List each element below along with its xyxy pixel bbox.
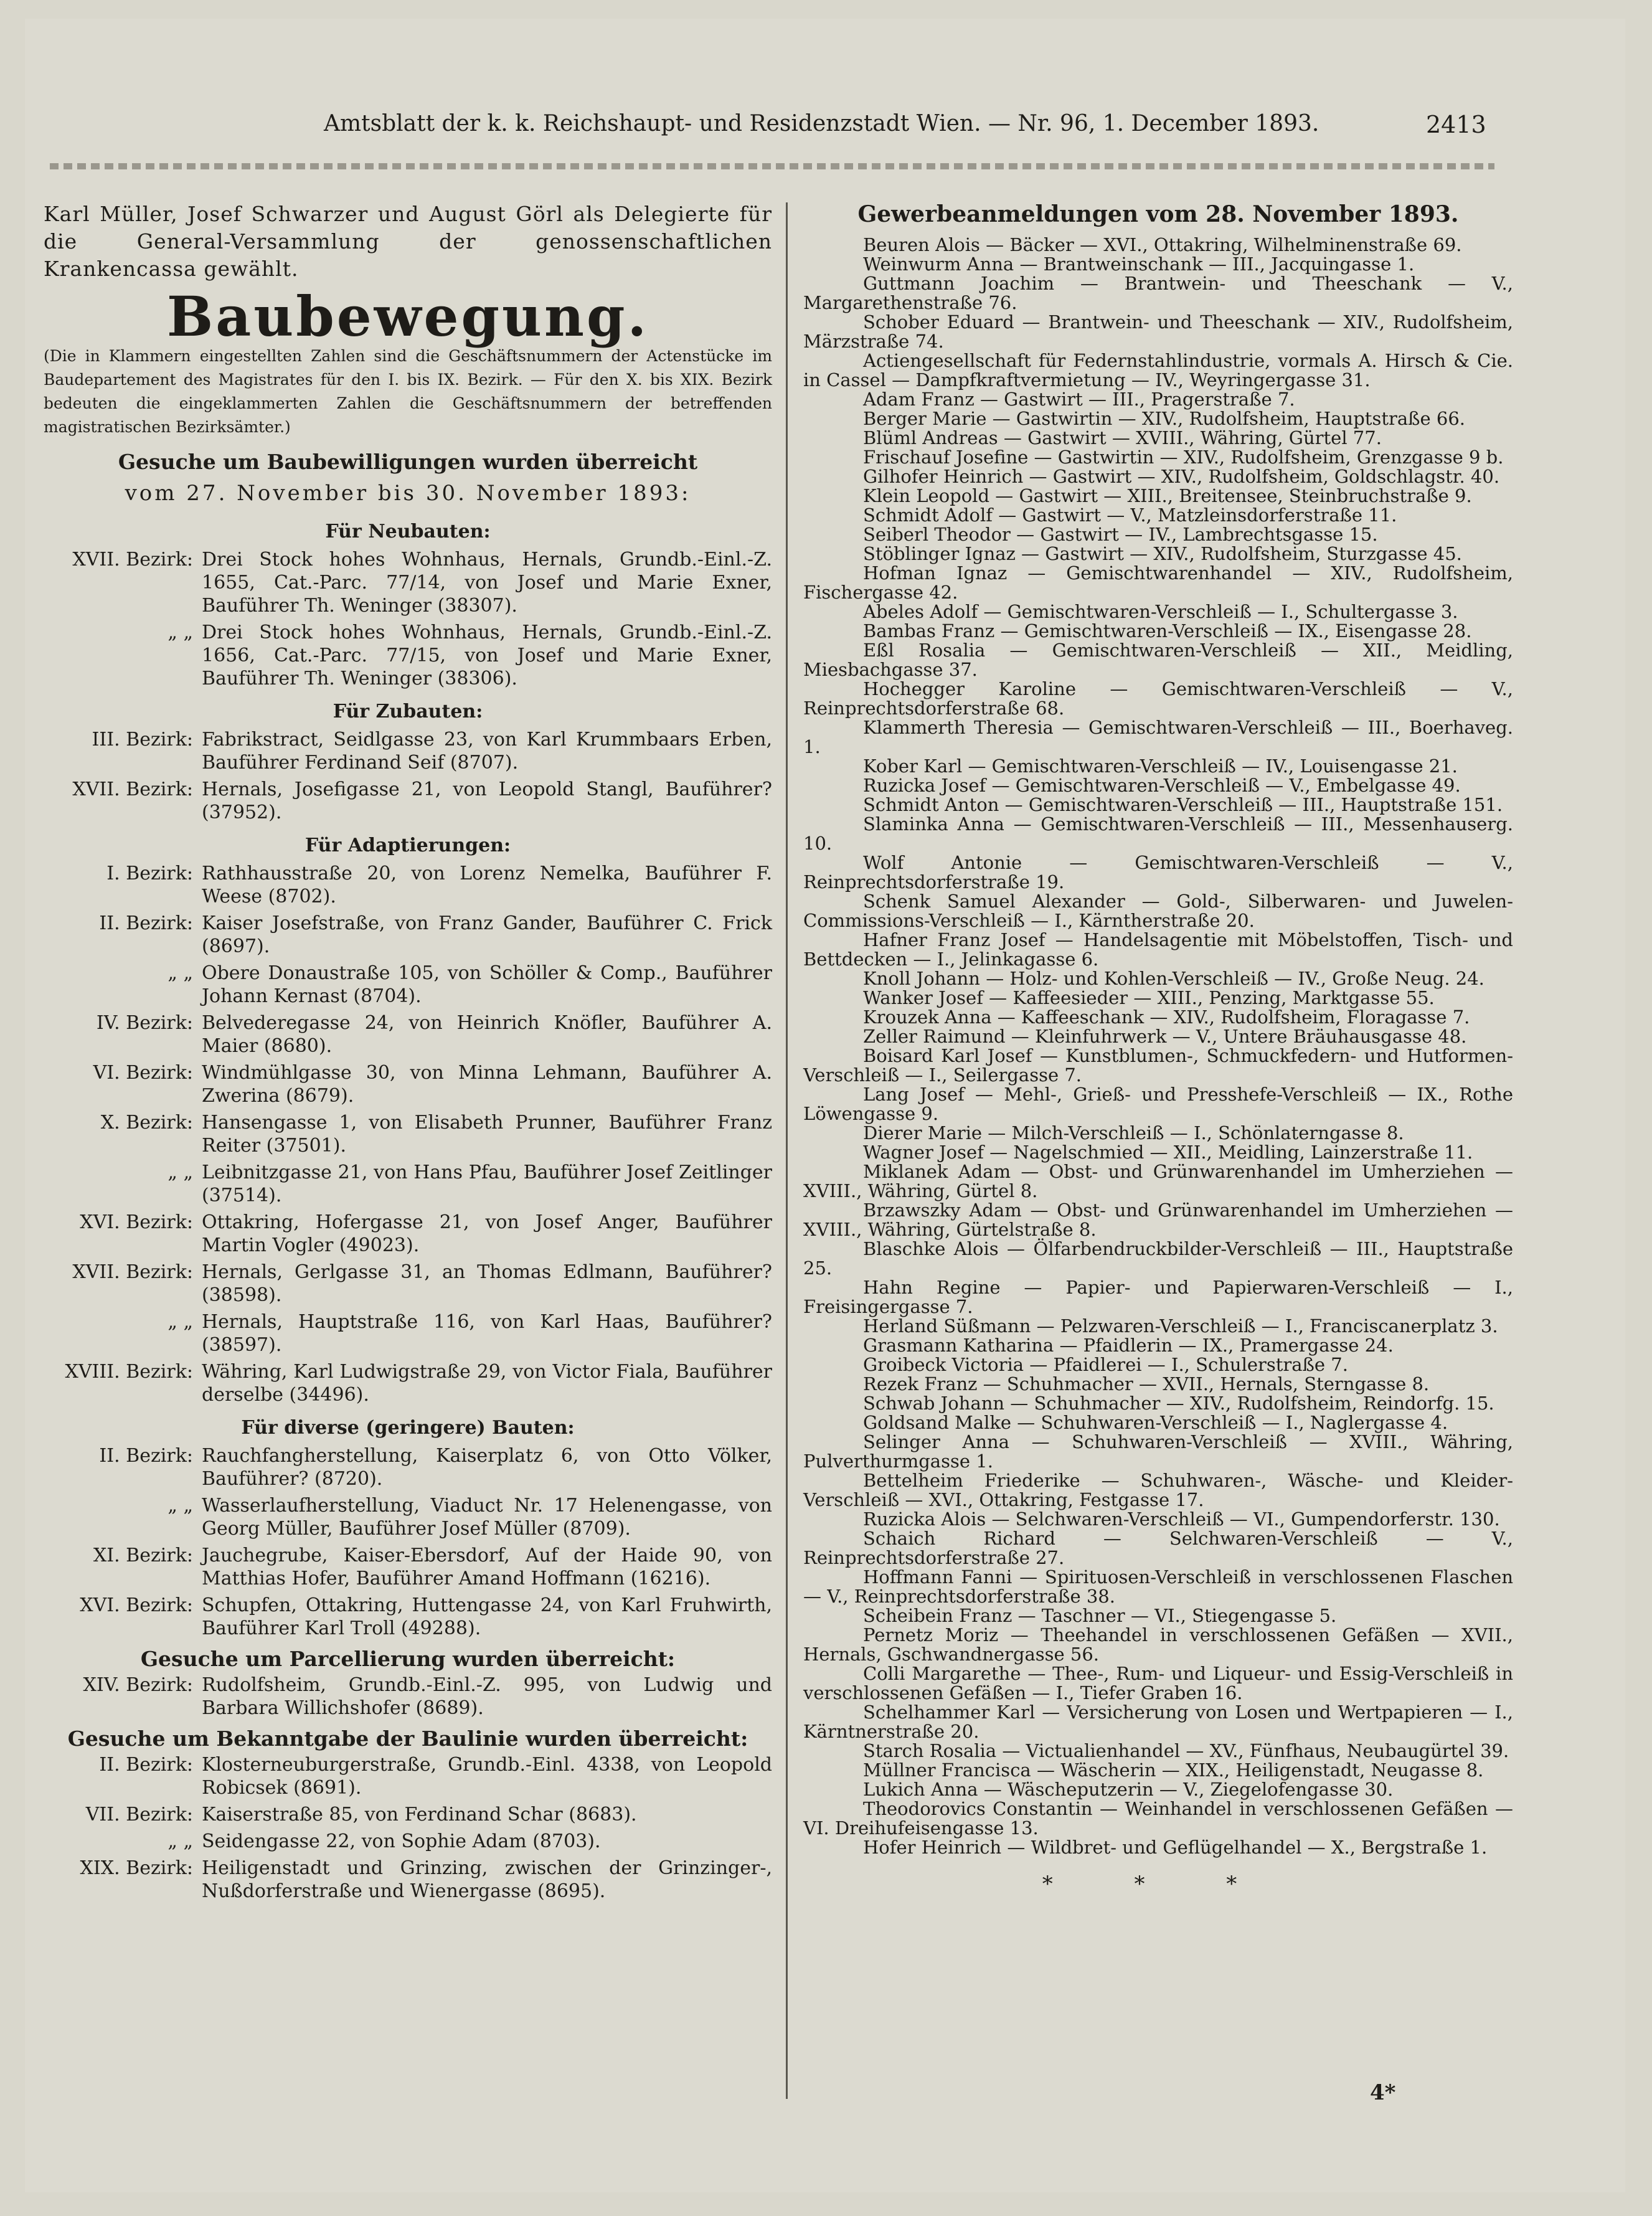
district-label: X. Bezirk: [100, 1112, 193, 1134]
entry-text: Hernals, Josefigasse 21, von Leopold Stangl, Bauführer? (37952). [202, 779, 772, 823]
registration-entry: Müllner Francisca — Wäscherin — XIX., Heiligenstadt, Neugasse 8. [863, 1759, 1484, 1781]
district-label: „ „ [168, 1162, 193, 1183]
parcellierung-list [44, 1674, 772, 1720]
district-label: XIX. Bezirk: [80, 1857, 193, 1879]
registration-entry: Schmidt Adolf — Gastwirt — V., Matzleinsdorferstraße 11. [863, 504, 1397, 526]
district-entry [44, 1011, 772, 1058]
district-label: „ „ [168, 1495, 193, 1517]
entry-text: Rauchfangherstellung, Kaiserplatz 6, von Otto Völker, Bauführer? (8720). [202, 1445, 772, 1490]
gewerbe-list [803, 235, 1513, 1857]
registration-entry: Hafner Franz Josef — Handelsagentie mit Möbelstoffen, Tisch- und Bettdecken — I., Jelinkagasse 6. [803, 929, 1513, 970]
zubauten-heading: Für Zubauten: [333, 701, 483, 722]
registration-entry: Krouzek Anna — Kaffeeschank — XIV., Rudolfsheim, Floragasse 7. [863, 1006, 1470, 1028]
district-entry [44, 1211, 772, 1257]
district-label: XVII. Bezirk: [72, 549, 193, 571]
column-divider [786, 202, 788, 2099]
entry-text: Währing, Karl Ludwigstraße 29, von Victor Fiala, Bauführer derselbe (34496). [202, 1361, 772, 1406]
district-entry [44, 1444, 772, 1490]
registration-entry: Schwab Johann — Schuhmacher — XIV., Rudolfsheim, Reindorfg. 15. [863, 1393, 1494, 1414]
adaptierungen-heading: Für Adaptierungen: [304, 835, 511, 856]
district-label: XVI. Bezirk: [80, 1211, 193, 1233]
registration-entry: Grasmann Katharina — Pfaidlerin — IX., Pramergasse 24. [863, 1335, 1394, 1356]
registration-entry: Kober Karl — Gemischtwaren-Verschleiß — IV., Louisengasse 21. [863, 755, 1458, 777]
registration-entry: Hofman Ignaz — Gemischtwarenhandel — XIV., Rudolfsheim, Fischergasse 42. [803, 562, 1513, 603]
district-entry [44, 1261, 772, 1307]
entry-text: Rathhausstraße 20, von Lorenz Nemelka, Bauführer F. Weese (8702). [202, 863, 772, 907]
district-entry [44, 862, 772, 908]
registration-entry: Goldsand Malke — Schuhwaren-Verschleiß — I., Naglergasse 4. [863, 1412, 1448, 1433]
district-entry [44, 728, 772, 774]
registration-entry: Hofer Heinrich — Wildbret- und Geflügelhandel — X., Bergstraße 1. [863, 1837, 1488, 1858]
district-entry [44, 1310, 772, 1357]
district-label: „ „ [168, 962, 193, 984]
district-label: XVII. Bezirk: [72, 779, 193, 800]
district-label: II. Bezirk: [99, 912, 193, 934]
registration-entry: Zeller Raimund — Kleinfuhrwerk — V., Untere Bräuhausgasse 48. [863, 1026, 1467, 1047]
s1-date-range: vom 27. November bis 30. November 1893: [125, 481, 691, 506]
registration-entry: Ruzicka Josef — Gemischtwaren-Verschleiß — V., Embelgasse 49. [863, 775, 1461, 796]
adaptierungen-list [44, 862, 772, 1406]
entry-text: Ottakring, Hofergasse 21, von Josef Anger, Bauführer Martin Vogler (49023). [202, 1211, 772, 1256]
registration-entry: Wolf Antonie — Gemischtwaren-Verschleiß — V., Reinprechtsdorferstraße 19. [803, 852, 1513, 893]
district-entry [44, 621, 772, 690]
registration-entry: Theodorovics Constantin — Weinhandel in verschlossenen Gefäßen — VI. Dreihufeisengasse 13. [803, 1798, 1513, 1839]
registration-entry: Klein Leopold — Gastwirt — XIII., Breitensee, Steinbruchstraße 9. [863, 485, 1472, 506]
district-entry [44, 1111, 772, 1157]
district-entry [44, 1857, 772, 1903]
registration-entry: Dierer Marie — Milch-Verschleiß — I., Schönlaterngasse 8. [863, 1122, 1404, 1144]
entry-text: Jauchegrube, Kaiser-Ebersdorf, Auf der Haide 90, von Matthias Hofer, Bauführer Amand Hoffmann (16216). [202, 1545, 772, 1589]
registration-entry: Miklanek Adam — Obst- und Grünwarenhandel im Umherziehen — XVIII., Währing, Gürtel 8. [803, 1161, 1513, 1201]
registration-entry: Hahn Regine — Papier- und Papierwaren-Verschleiß — I., Freisingergasse 7. [803, 1277, 1513, 1317]
baulinie-heading: Gesuche um Bekanntgabe der Baulinie wurden überreicht: [67, 1726, 748, 1751]
entry-text: Rudolfsheim, Grundb.-Einl.-Z. 995, von Ludwig und Barbara Willichshofer (8689). [202, 1674, 772, 1719]
entry-text: Leibnitzgasse 21, von Hans Pfau, Bauführer Josef Zeitlinger (37514). [202, 1162, 772, 1206]
registration-entry: Schober Eduard — Brantwein- und Theeschank — XIV., Rudolfsheim, Märzstraße 74. [803, 311, 1513, 352]
registration-entry: Bambas Franz — Gemischtwaren-Verschleiß — IX., Eisengasse 28. [863, 620, 1472, 642]
section-title: Baubewegung. [166, 284, 649, 349]
district-label: IV. Bezirk: [96, 1012, 193, 1034]
parcellierung-heading: Gesuche um Parcellierung wurden überreicht: [140, 1647, 676, 1671]
district-entry [44, 1830, 772, 1853]
entry-text: Obere Donaustraße 105, von Schöller & Comp., Bauführer Johann Kernast (8704). [202, 962, 772, 1007]
registration-entry: Groibeck Victoria — Pfaidlerei — I., Schulerstraße 7. [863, 1354, 1348, 1375]
registration-entry: Schaich Richard — Selchwaren-Verschleiß — V., Reinprechtsdorferstraße 27. [803, 1528, 1513, 1568]
registration-entry: Bettelheim Friederike — Schuhwaren-, Wäsche- und Kleider-Verschleiß — XVI., Ottakring, Festgasse 17. [803, 1470, 1513, 1510]
district-entry [44, 912, 772, 958]
district-label: II. Bezirk: [99, 1445, 193, 1467]
registration-entry: Gilhofer Heinrich — Gastwirt — XIV., Rudolfsheim, Goldschlagstr. 40. [863, 466, 1500, 487]
registration-entry: Hochegger Karoline — Gemischtwaren-Verschleiß — V., Reinprechtsdorferstraße 68. [803, 678, 1513, 719]
registration-entry: Herland Süßmann — Pelzwaren-Verschleiß — I., Franciscanerplatz 3. [863, 1315, 1498, 1337]
district-entry [44, 548, 772, 617]
registration-entry: Actiengesellschaft für Federnstahlindustrie, vormals A. Hirsch & Cie. in Cassel — Dampfkraftvermietung — IV., Weyringergasse 31. [803, 350, 1513, 391]
gewerbe-title: Gewerbeanmeldungen vom 28. November 1893. [857, 201, 1459, 227]
zubauten-list [44, 728, 772, 824]
registration-entry: Blaschke Alois — Ölfarbendruckbilder-Verschleiß — III., Hauptstraße 25. [803, 1238, 1513, 1279]
entry-text: Hernals, Gerlgasse 31, an Thomas Edlmann, Bauführer? (38598). [202, 1261, 772, 1306]
district-entry [44, 962, 772, 1008]
district-label: XVI. Bezirk: [80, 1594, 193, 1616]
registration-entry: Slaminka Anna — Gemischtwaren-Verschleiß — III., Messenhauserg. 10. [803, 813, 1513, 854]
district-label: III. Bezirk: [92, 729, 193, 751]
entry-text: Hernals, Hauptstraße 116, von Karl Haas, Bauführer? (38597). [202, 1311, 772, 1356]
diverse-list [44, 1444, 772, 1640]
entry-text: Kaiserstraße 85, von Ferdinand Schar (8683). [202, 1804, 637, 1825]
registration-entry: Eßl Rosalia — Gemischtwaren-Verschleiß — XII., Meidling, Miesbachgasse 37. [803, 640, 1513, 680]
registration-entry: Wanker Josef — Kaffeesieder — XIII., Penzing, Marktgasse 55. [863, 987, 1435, 1008]
registration-entry: Selinger Anna — Schuhwaren-Verschleiß — XVIII., Währing, Pulverthurmgasse 1. [803, 1431, 1513, 1472]
registration-entry: Adam Franz — Gastwirt — III., Pragerstraße 7. [863, 389, 1295, 410]
registration-entry: Berger Marie — Gastwirtin — XIV., Rudolfsheim, Hauptstraße 66. [863, 408, 1465, 429]
signature-mark: 4* [1370, 2080, 1396, 2105]
s1-heading: Gesuche um Baubewilligungen wurden überreicht [118, 450, 698, 474]
district-label: XVIII. Bezirk: [65, 1361, 193, 1383]
registration-entry: Seiberl Theodor — Gastwirt — IV., Lambrechtsgasse 15. [863, 524, 1378, 545]
registration-entry: Colli Margarethe — Thee-, Rum- und Liqueur- und Essig-Verschleiß in verschlossenen Gefäßen — I., Tiefer Graben 16. [803, 1663, 1513, 1703]
registration-entry: Lukich Anna — Wäscheputzerin — V., Ziegelofengasse 30. [863, 1779, 1394, 1800]
registration-entry: Schelhammer Karl — Versicherung von Losen und Wertpapieren — I., Kärntnerstraße 20. [803, 1702, 1513, 1742]
registration-entry: Beuren Alois — Bäcker — XVI., Ottakring, Wilhelminenstraße 69. [863, 234, 1462, 255]
intro-paragraph: Karl Müller, Josef Schwarzer und August Görl als Delegierte für die General-Versammlung der genossenschaftlichen Krankencassa gewählt. [44, 202, 772, 281]
registration-entry: Wagner Josef — Nagelschmied — XII., Meidling, Lainzerstraße 11. [863, 1142, 1473, 1163]
district-entry [44, 1674, 772, 1720]
section-stars: * * * [1042, 1872, 1275, 1896]
diverse-heading: Für diverse (geringere) Bauten: [241, 1417, 575, 1439]
district-label: „ „ [168, 1830, 193, 1852]
district-label: VII. Bezirk: [85, 1804, 193, 1825]
district-entry [44, 1494, 772, 1540]
registration-entry: Weinwurm Anna — Brantweinschank — III., Jacquingasse 1. [863, 253, 1415, 275]
district-label: XVII. Bezirk: [72, 1261, 193, 1283]
district-entry [44, 1360, 772, 1406]
entry-text: Klosterneuburgerstraße, Grundb.-Einl. 4338, von Leopold Robicsek (8691). [202, 1754, 772, 1799]
registration-entry: Guttmann Joachim — Brantwein- und Theeschank — V., Margarethenstraße 76. [803, 273, 1513, 313]
entry-text: Schupfen, Ottakring, Huttengasse 24, von Karl Fruhwirth, Bauführer Karl Troll (49288). [202, 1594, 772, 1639]
district-label: „ „ [168, 622, 193, 643]
district-entry [44, 1161, 772, 1207]
registration-entry: Klammerth Theresia — Gemischtwaren-Verschleiß — III., Boerhaveg. 1. [803, 717, 1513, 757]
entry-text: Kaiser Josefstraße, von Franz Gander, Bauführer C. Frick (8697). [202, 912, 772, 957]
district-entry [44, 1594, 772, 1640]
district-label: XIV. Bezirk: [83, 1674, 193, 1696]
registration-entry: Scheibein Franz — Taschner — VI., Stiegengasse 5. [863, 1605, 1337, 1626]
header-rule [50, 163, 1494, 169]
page-number: 2413 [1426, 111, 1486, 138]
entry-text: Hansengasse 1, von Elisabeth Prunner, Bauführer Franz Reiter (37501). [202, 1112, 772, 1157]
registration-entry: Schenk Samuel Alexander — Gold-, Silberwaren- und Juwelen-Commissions-Verschleiß — I., Kärntherstraße 20. [803, 891, 1513, 931]
registration-entry: Pernetz Moriz — Theehandel in verschlossenen Gefäßen — XVII., Hernals, Gschwandnergasse 56. [803, 1624, 1513, 1665]
registration-entry: Knoll Johann — Holz- und Kohlen-Verschleiß — IV., Große Neug. 24. [863, 968, 1484, 989]
district-entry [44, 778, 772, 824]
baulinie-list [44, 1753, 772, 1903]
registration-entry: Rezek Franz — Schuhmacher — XVII., Hernals, Sterngasse 8. [863, 1373, 1430, 1394]
district-label: II. Bezirk: [99, 1754, 193, 1776]
entry-text: Belvederegasse 24, von Heinrich Knöfler, Bauführer A. Maier (8680). [202, 1012, 772, 1057]
neubauten-list [44, 548, 772, 690]
district-entry [44, 1803, 772, 1826]
registration-entry: Ruzicka Alois — Selchwaren-Verschleiß — VI., Gumpendorferstr. 130. [863, 1508, 1500, 1530]
registration-entry: Blüml Andreas — Gastwirt — XVIII., Währing, Gürtel 77. [863, 427, 1382, 448]
left-column [44, 201, 772, 1906]
entry-text: Seidengasse 22, von Sophie Adam (8703). [202, 1830, 601, 1852]
entry-text: Wasserlaufherstellung, Viaduct Nr. 17 Helenengasse, von Georg Müller, Bauführer Josef Müller (8709). [202, 1495, 772, 1540]
district-label: „ „ [168, 1311, 193, 1333]
entry-text: Fabrikstract, Seidlgasse 23, von Karl Krummbaars Erben, Bauführer Ferdinand Seif (8707). [202, 729, 772, 774]
district-entry [44, 1544, 772, 1590]
district-entry [44, 1061, 772, 1107]
registration-entry: Frischauf Josefine — Gastwirtin — XIV., Rudolfsheim, Grenzgasse 9 b. [863, 447, 1504, 468]
registration-entry: Starch Rosalia — Victualienhandel — XV., Fünfhaus, Neubaugürtel 39. [863, 1740, 1509, 1761]
district-label: VI. Bezirk: [93, 1062, 193, 1084]
district-label: I. Bezirk: [106, 863, 193, 884]
registration-entry: Hoffmann Fanni — Spirituosen-Verschleiß in verschlossenen Flaschen — V., Reinprechtsdorferstraße 38. [803, 1566, 1513, 1607]
entry-text: Drei Stock hohes Wohnhaus, Hernals, Grundb.-Einl.-Z. 1656, Cat.-Parc. 77/15, von Josef und Marie Exner, Bauführer Th. Weninger (38306). [202, 622, 772, 689]
registration-entry: Schmidt Anton — Gemischtwaren-Verschleiß — III., Hauptstraße 151. [863, 794, 1503, 815]
entry-text: Drei Stock hohes Wohnhaus, Hernals, Grundb.-Einl.-Z. 1655, Cat.-Parc. 77/14, von Josef und Marie Exner, Bauführer Th. Weninger (38307). [202, 549, 772, 617]
district-entry [44, 1753, 772, 1799]
registration-entry: Stöblinger Ignaz — Gastwirt — XIV., Rudolfsheim, Sturzgasse 45. [863, 543, 1462, 564]
neubauten-heading: Für Neubauten: [325, 521, 491, 542]
entry-text: Windmühlgasse 30, von Minna Lehmann, Bauführer A. Zwerina (8679). [202, 1062, 772, 1107]
right-column [803, 201, 1513, 1898]
entry-text: Heiligenstadt und Grinzing, zwischen der Grinzinger-, Nußdorferstraße und Wienergasse (8695). [202, 1857, 772, 1902]
district-label: XI. Bezirk: [93, 1545, 193, 1566]
registration-entry: Brzawszky Adam — Obst- und Grünwarenhandel im Umherziehen — XVIII., Währing, Gürtelstraße 8. [803, 1200, 1513, 1240]
registration-entry: Boisard Karl Josef — Kunstblumen-, Schmuckfedern- und Hutformen-Verschleiß — I., Seilergasse 7. [803, 1045, 1513, 1086]
explanatory-note: (Die in Klammern eingestellten Zahlen sind die Geschäftsnummern der Actenstücke im Baudepartement des Magistrates für den I. bis IX. Bezirk. — Für den X. bis XIX. Bezirk bedeuten die eingeklammerten Zahlen die Geschäftsnummern der betreffenden magistratischen Bezirksämter.) [44, 347, 772, 436]
page-header: Amtsblatt der k. k. Reichshaupt- und Residenzstadt Wien. — Nr. 96, 1. December 1893. [324, 111, 1319, 136]
registration-entry: Lang Josef — Mehl-, Grieß- und Presshefe-Verschleiß — IX., Rothe Löwengasse 9. [803, 1084, 1513, 1124]
registration-entry: Abeles Adolf — Gemischtwaren-Verschleiß — I., Schultergasse 3. [863, 601, 1458, 622]
